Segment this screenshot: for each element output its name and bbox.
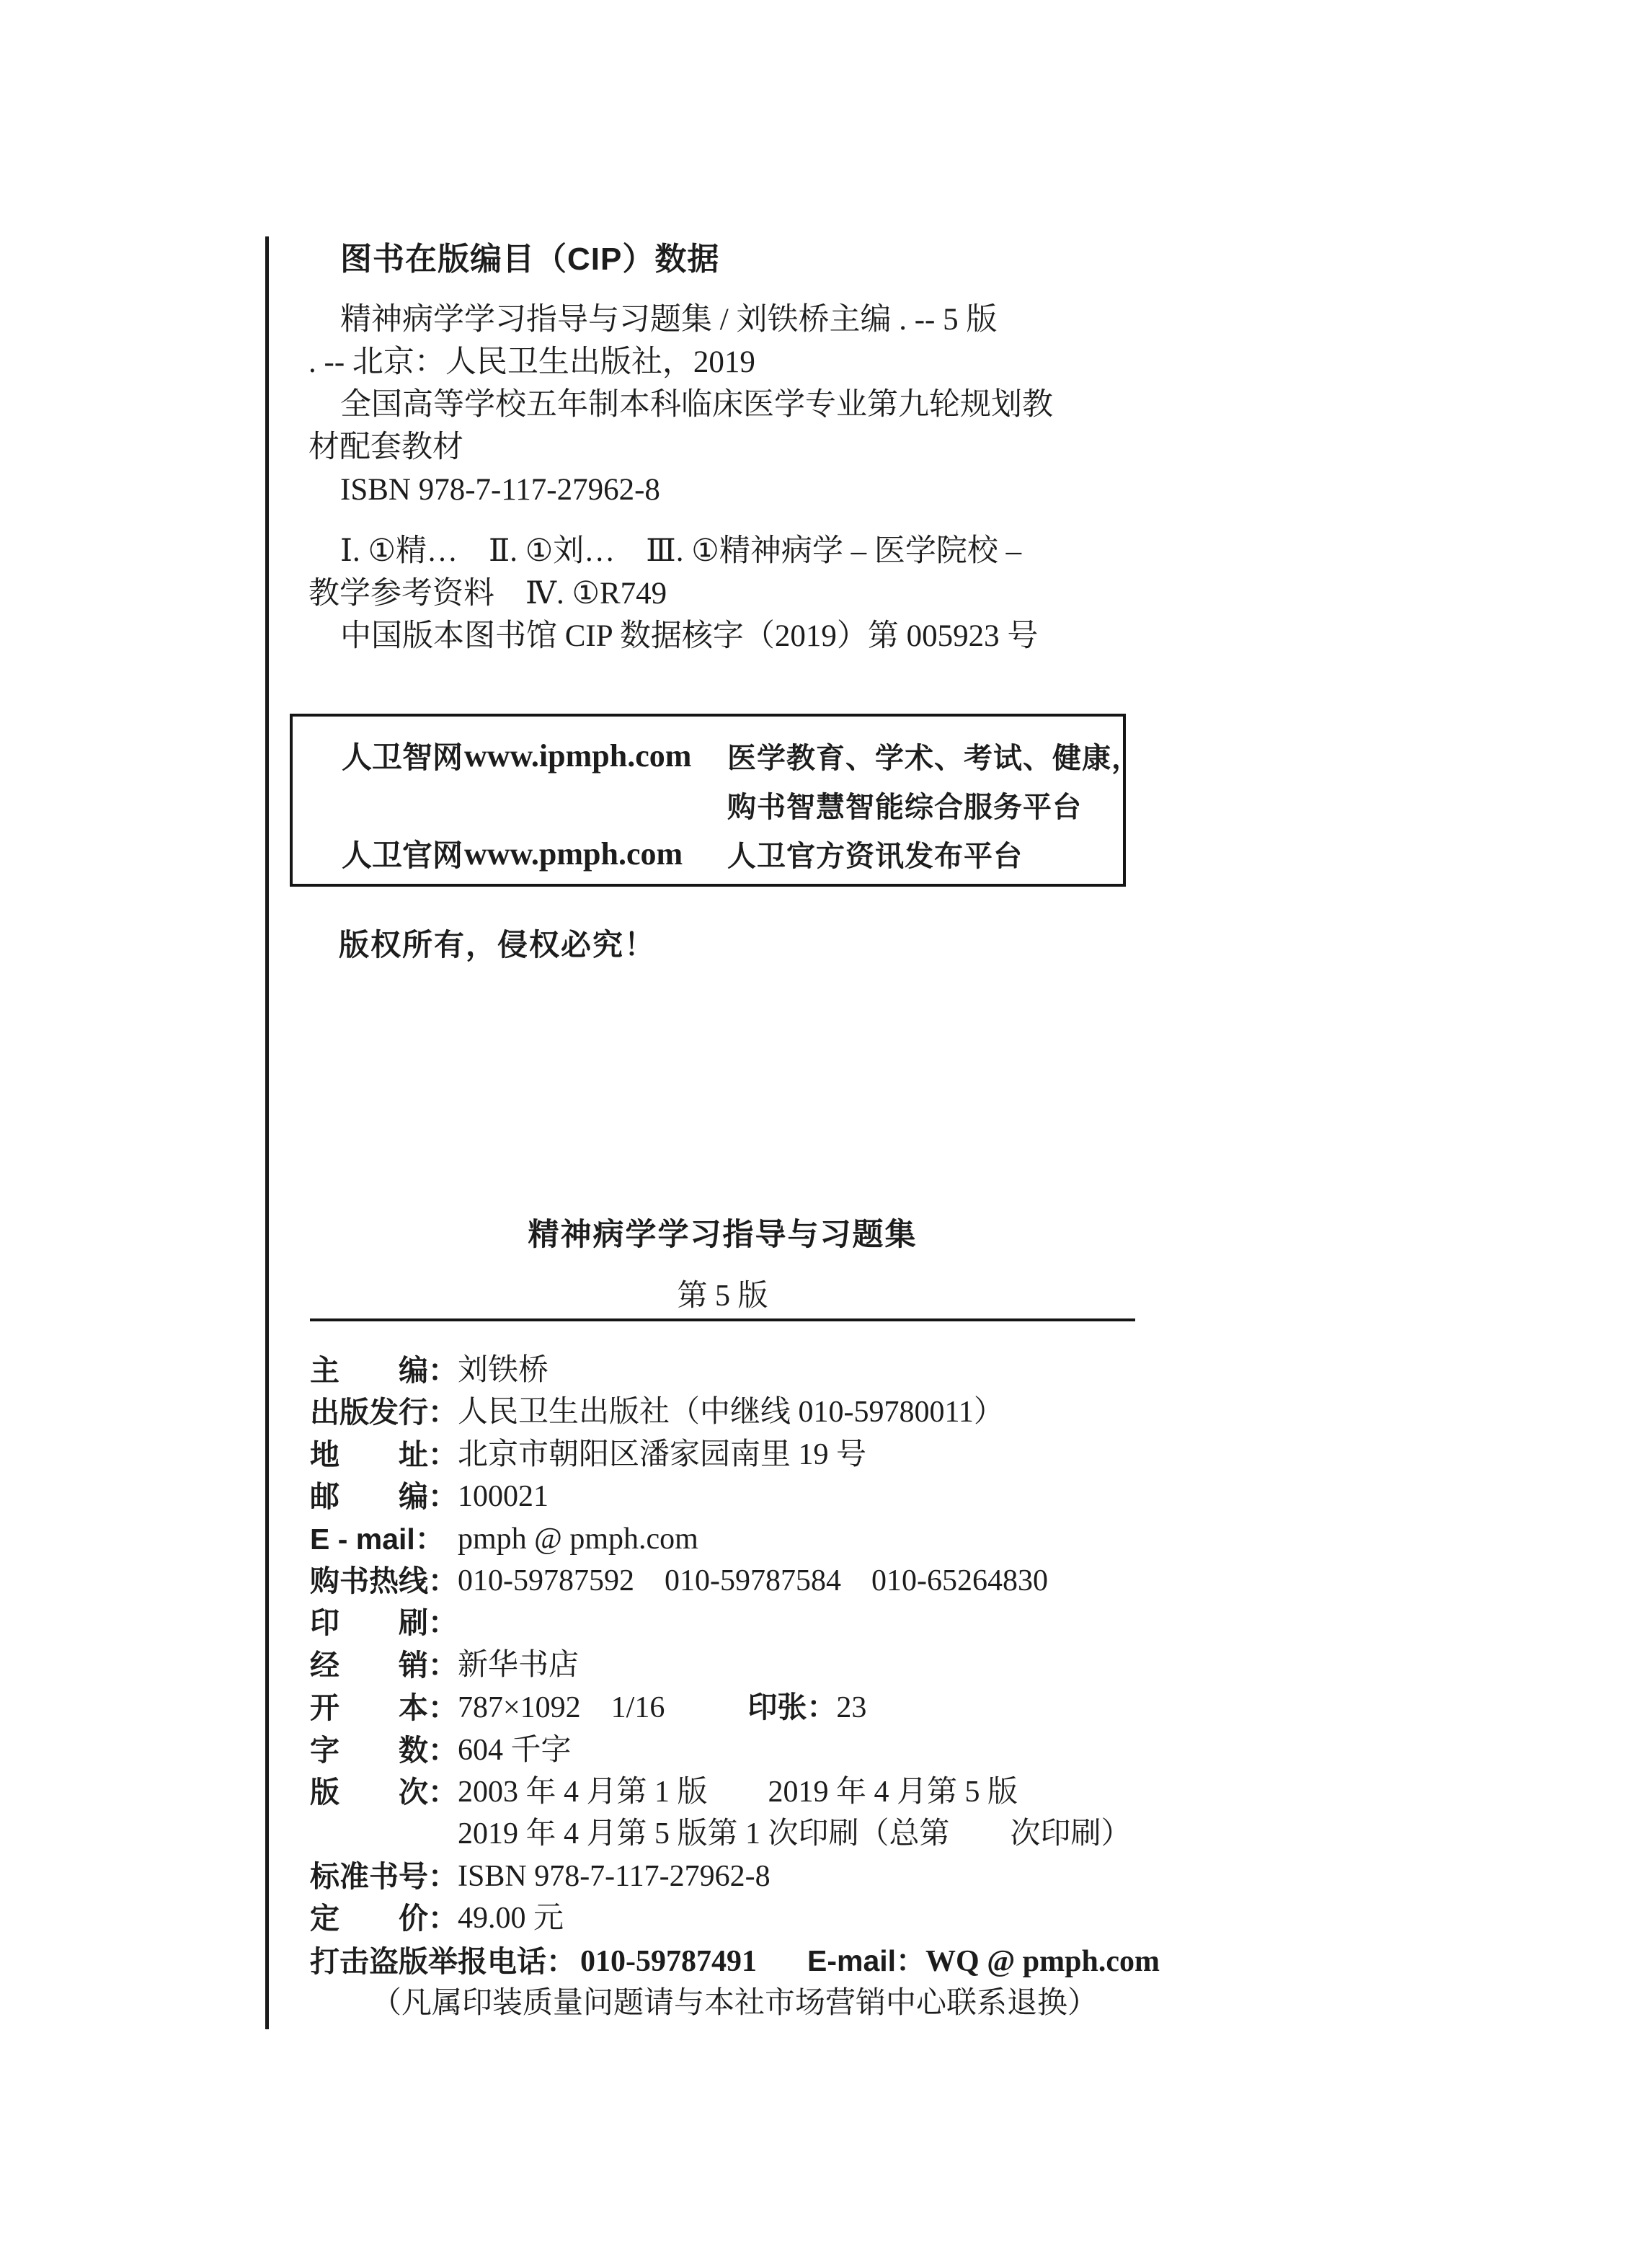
cip-line: 全国高等学校五年制本科临床医学专业第九轮规划教 [340, 388, 1053, 422]
info-line-format [310, 1686, 1391, 1729]
info-line-printing [310, 1813, 1391, 1855]
info-label: 购书热线： [310, 1564, 458, 1598]
info-line-isbn [310, 1856, 1391, 1897]
info-label: 地 址： [310, 1437, 458, 1471]
info-value: 刘铁桥 [458, 1354, 549, 1387]
title-block [310, 1217, 1135, 1315]
info-line-address [310, 1434, 1391, 1476]
info-line-email [310, 1518, 1391, 1560]
brand-label: 人卫官网 [342, 838, 463, 872]
info-value: 604 千字 [458, 1733, 572, 1767]
info-value: WQ @ pmph.com [925, 1944, 1160, 1978]
cip-line: . -- 北京：人民卫生出版社，2019 [308, 345, 755, 379]
info-label: 印 刷： [310, 1606, 458, 1640]
info-line-editor [310, 1349, 1391, 1391]
copyright-notice: 版权所有，侵权必究！ [339, 928, 657, 962]
info-line-hotline [310, 1560, 1391, 1602]
info-label: 定 价： [310, 1902, 458, 1936]
left-margin-rule [265, 236, 269, 2029]
sub-label-email: E-mail： [807, 1943, 926, 1977]
info-value: 2003 年 4 月第 1 版 2019 年 4 月第 5 版 [458, 1776, 1018, 1809]
cip-isbn-line: ISBN 978-7-117-27962-8 [340, 473, 660, 507]
info-value: 49.00 元 [458, 1902, 564, 1936]
info-value: 100021 [458, 1480, 549, 1514]
info-value: 787×1092 1/16 [458, 1691, 665, 1725]
info-value: 北京市朝阳区潘家园南里 19 号 [458, 1437, 867, 1471]
cip-registry-line: 中国版本图书馆 CIP 数据核字（2019）第 005923 号 [340, 619, 1039, 653]
info-value: 010-59787592 010-59787584 010-65264830 [458, 1564, 1048, 1598]
info-value: 010-59787491 [580, 1944, 757, 1978]
site-url: www.ipmph.com [464, 737, 692, 774]
info-label: 出版发行： [310, 1396, 458, 1430]
sub-label-sheets: 印张： [747, 1690, 837, 1724]
info-label: 版 次： [310, 1776, 458, 1809]
info-line-price [310, 1897, 1391, 1939]
site-desc: 人卫官方资讯发布平台 [727, 840, 1023, 872]
cip-section [308, 238, 1159, 657]
info-label: 字 数： [310, 1733, 458, 1767]
info-value: 人民卫生出版社（中继线 010-59780011） [458, 1396, 1004, 1430]
book-title: 精神病学学习指导与习题集 [528, 1218, 918, 1252]
cip-classification-line: 教学参考资料 Ⅳ. ①R749 [308, 577, 667, 611]
info-value: pmph @ pmph.com [458, 1522, 698, 1556]
info-row [342, 780, 1123, 829]
publisher-info-box [290, 714, 1141, 887]
info-row [342, 829, 1123, 878]
info-row [342, 731, 1141, 780]
cip-line: 精神病学学习指导与习题集 / 刘铁桥主编 . -- 5 版 [340, 303, 998, 337]
site-desc: 医学教育、学术、考试、健康， [727, 742, 1141, 774]
brand-label: 人卫智网 [342, 740, 463, 774]
publication-info [310, 1349, 1391, 2025]
site-url: www.pmph.com [464, 835, 683, 872]
cip-line: 材配套教材 [308, 430, 463, 464]
site-desc: 购书智慧智能综合服务平台 [727, 791, 1082, 823]
info-line-distributor [310, 1644, 1391, 1686]
info-line-postcode [310, 1476, 1391, 1517]
info-label: E - mail： [310, 1522, 445, 1556]
info-value: ISBN 978-7-117-27962-8 [458, 1859, 771, 1893]
info-line-publisher [310, 1391, 1391, 1433]
info-line-printer [310, 1602, 1391, 1644]
info-label: 开 本： [310, 1691, 458, 1725]
info-line-piracy-report [310, 1940, 1391, 1982]
info-label: 标准书号： [310, 1859, 458, 1893]
info-label: 邮 编： [310, 1480, 458, 1514]
quality-note: （凡属印装质量问题请与本社市场营销中心联系退换） [371, 1987, 1098, 2021]
info-line-edition-history [310, 1771, 1391, 1813]
info-label: 主 编： [310, 1354, 458, 1387]
info-value: 新华书店 [458, 1648, 579, 1682]
cip-header: 图书在版编目（CIP）数据 [340, 241, 720, 277]
cip-classification-line: Ⅰ. ①精… Ⅱ. ①刘… Ⅲ. ①精神病学 – 医学院校 – [340, 534, 1022, 568]
info-label: 经 销： [310, 1648, 458, 1682]
continuation-line: 2019 年 4 月第 5 版第 1 次印刷（总第 次印刷） [458, 1817, 1132, 1851]
info-label: 打击盗版举报电话： [310, 1944, 576, 1978]
quality-note-line [310, 1982, 1391, 2024]
edition-label: 第 5 版 [677, 1280, 768, 1313]
info-value: 23 [836, 1691, 867, 1725]
info-line-wordcount [310, 1729, 1391, 1771]
divider-rule [310, 1318, 1135, 1321]
